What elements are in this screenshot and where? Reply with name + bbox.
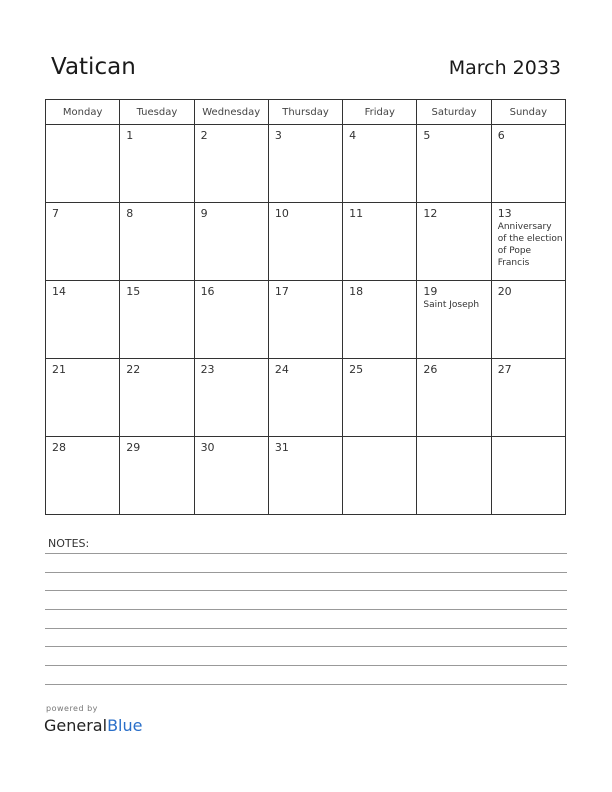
note-line (45, 609, 567, 610)
day-cell (491, 125, 565, 203)
day-number: 12 (423, 207, 438, 220)
calendar-grid (45, 99, 566, 515)
day-cell (417, 125, 491, 203)
brand-blue: Blue (107, 716, 143, 735)
weekday-tuesday: Tuesday (120, 100, 194, 125)
note-line (45, 553, 567, 554)
day-cell (268, 125, 342, 203)
day-number: 26 (423, 363, 438, 376)
day-number (46, 125, 119, 129)
day-number: 29 (126, 441, 141, 454)
day-cell (268, 281, 342, 359)
day-cell (343, 359, 417, 437)
day-cell (194, 359, 268, 437)
day-number: 20 (497, 285, 512, 298)
week-row (46, 125, 566, 203)
day-cell (194, 281, 268, 359)
day-number: 4 (349, 129, 357, 142)
note-line (45, 572, 567, 573)
day-number: 10 (274, 207, 289, 220)
day-cell (491, 359, 565, 437)
day-number: 8 (126, 207, 134, 220)
day-number: 25 (349, 363, 364, 376)
day-number: 17 (274, 285, 289, 298)
day-cell (343, 281, 417, 359)
powered-by-text: powered by (46, 704, 98, 713)
day-cell (491, 281, 565, 359)
day-number: 30 (200, 441, 215, 454)
day-number (343, 437, 416, 441)
weekday-wednesday: Wednesday (194, 100, 268, 125)
weekday-sunday: Sunday (491, 100, 565, 125)
day-number: 19 (423, 285, 438, 298)
day-number: 22 (126, 363, 141, 376)
day-number: 14 (52, 285, 66, 298)
day-number: 28 (52, 441, 66, 454)
day-cell (417, 281, 491, 359)
day-number: 24 (274, 363, 289, 376)
day-cell (417, 359, 491, 437)
week-row (46, 359, 566, 437)
note-line (45, 646, 567, 647)
weekday-saturday: Saturday (417, 100, 491, 125)
note-line (45, 628, 567, 629)
day-cell (343, 203, 417, 281)
day-number: 3 (274, 129, 282, 142)
day-number: 16 (200, 285, 215, 298)
country-title: Vatican (51, 54, 136, 80)
day-number: 1 (126, 129, 134, 142)
calendar-body (46, 125, 566, 515)
day-cell (268, 359, 342, 437)
day-cell (46, 359, 120, 437)
weekday-header-row (46, 100, 566, 125)
day-cell (120, 203, 194, 281)
day-number (417, 437, 490, 441)
brand-general: General (44, 716, 108, 735)
day-number: 15 (126, 285, 141, 298)
day-number: 18 (349, 285, 364, 298)
day-number: 7 (52, 207, 59, 220)
weekday-monday: Monday (46, 100, 120, 125)
day-cell (343, 437, 417, 515)
day-cell (46, 203, 120, 281)
day-cell (343, 125, 417, 203)
day-cell (194, 203, 268, 281)
day-cell (120, 125, 194, 203)
day-cell (120, 281, 194, 359)
day-cell (268, 437, 342, 515)
day-cell (46, 125, 120, 203)
day-cell (120, 359, 194, 437)
day-number: 11 (349, 207, 364, 220)
notes-label: NOTES: (48, 537, 90, 550)
day-cell (417, 437, 491, 515)
day-cell (491, 203, 565, 281)
month-title: March 2033 (448, 57, 561, 79)
day-cell (491, 437, 565, 515)
note-line (45, 590, 567, 591)
note-line (45, 665, 567, 666)
generalblue-logo (44, 716, 142, 735)
day-cell (194, 437, 268, 515)
day-cell (46, 281, 120, 359)
day-number: 5 (423, 129, 431, 142)
day-number: 21 (52, 363, 66, 376)
weekday-thursday: Thursday (268, 100, 342, 125)
day-cell (46, 437, 120, 515)
day-number: 27 (497, 363, 512, 376)
week-row (46, 437, 566, 515)
day-number: 31 (274, 441, 289, 454)
week-row (46, 281, 566, 359)
day-number: 23 (200, 363, 215, 376)
day-cell (417, 203, 491, 281)
day-cell (268, 203, 342, 281)
day-number: 6 (497, 129, 505, 142)
day-cell (120, 437, 194, 515)
holiday-event: Anniversary of the election of Pope Francis (497, 222, 563, 268)
weekday-friday: Friday (343, 100, 417, 125)
day-number (492, 437, 565, 441)
day-cell (194, 125, 268, 203)
note-line (45, 684, 567, 685)
holiday-event: Saint Joseph (423, 300, 480, 310)
day-number: 13 (497, 207, 512, 220)
day-number: 2 (200, 129, 208, 142)
day-number: 9 (200, 207, 208, 220)
week-row (46, 203, 566, 281)
